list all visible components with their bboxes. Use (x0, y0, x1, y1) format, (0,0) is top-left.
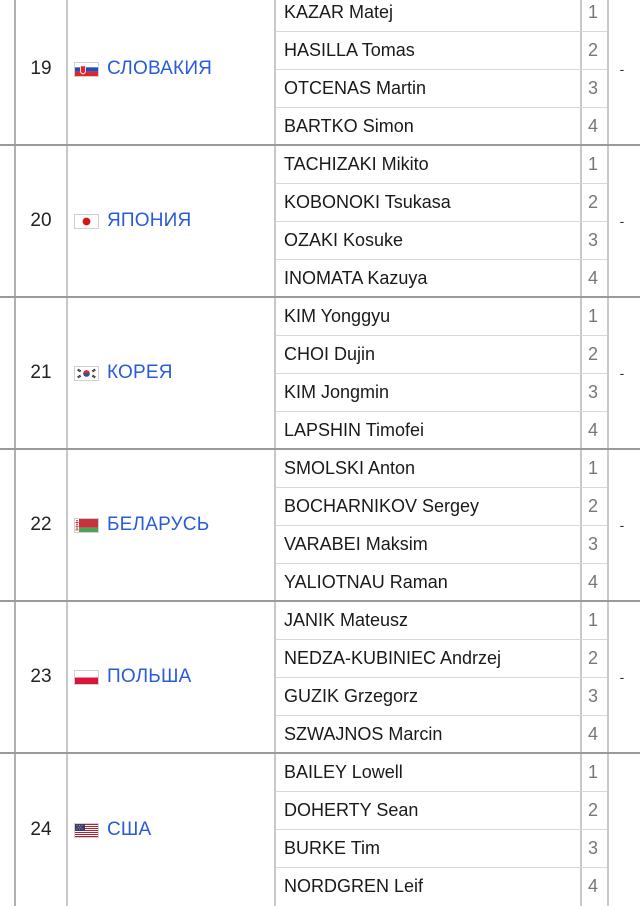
athlete-row (276, 146, 607, 184)
country-name[interactable]: ПОЛЬША (107, 666, 192, 687)
athlete-row (276, 336, 607, 374)
country-link[interactable] (74, 754, 151, 906)
athlete-order: 4 (587, 116, 598, 136)
athlete-order: 3 (587, 686, 598, 706)
country-link[interactable] (74, 298, 173, 448)
athlete-order: 3 (587, 382, 598, 402)
athlete-name: NEDZA-KUBINIEC Andrzej (284, 648, 502, 668)
athlete-order: 2 (587, 40, 598, 60)
athlete-row (276, 32, 607, 70)
athlete-order: 4 (587, 724, 598, 744)
poland-flag-icon (74, 670, 99, 685)
athlete-name: VARABEI Maksim (284, 534, 428, 554)
column-divider (607, 754, 609, 906)
athlete-name: JANIK Mateusz (284, 610, 409, 630)
team-group (0, 450, 640, 602)
japan-flag-icon (74, 214, 99, 229)
column-divider (607, 602, 609, 752)
athlete-order: 3 (587, 534, 598, 554)
team-group (0, 602, 640, 754)
athlete-order: 3 (587, 230, 598, 250)
country-link[interactable] (74, 0, 212, 144)
team-result: - (619, 365, 625, 381)
team-result: - (619, 61, 625, 77)
country-link[interactable] (74, 146, 191, 296)
column-divider (607, 0, 609, 144)
athlete-row (276, 450, 607, 488)
country-name[interactable]: КОРЕЯ (107, 362, 173, 383)
athlete-order: 2 (587, 800, 598, 820)
athlete-name: BURKE Tim (284, 838, 381, 858)
team-group (0, 146, 640, 298)
athlete-order: 4 (587, 572, 598, 592)
team-result: - (619, 213, 625, 229)
athlete-row (276, 868, 607, 906)
athlete-row (276, 70, 607, 108)
athlete-row (276, 678, 607, 716)
athlete-order: 1 (587, 2, 598, 22)
athlete-row (276, 754, 607, 792)
team-rank: 23 (30, 666, 52, 687)
team-rank: 22 (30, 514, 52, 535)
athlete-name: TACHIZAKI Mikito (284, 154, 429, 174)
team-result: - (619, 517, 625, 533)
athlete-name: KIM Yonggyu (284, 306, 391, 326)
athlete-name: GUZIK Grzegorz (284, 686, 419, 706)
team-rank: 20 (30, 210, 52, 231)
athlete-order: 2 (587, 192, 598, 212)
column-divider (66, 450, 68, 600)
column-divider (607, 298, 609, 448)
country-name[interactable]: БЕЛАРУСЬ (107, 514, 210, 535)
athlete-order: 2 (587, 648, 598, 668)
column-divider (607, 450, 609, 600)
athlete-name: SMOLSKI Anton (284, 458, 416, 478)
athlete-order: 3 (587, 838, 598, 858)
athlete-name: BAILEY Lowell (284, 762, 403, 782)
athlete-name: SZWAJNOS Marcin (284, 724, 443, 744)
athlete-name: BOCHARNIKOV Sergey (284, 496, 480, 516)
korea-flag-icon (74, 366, 99, 381)
athlete-name: BARTKO Simon (284, 116, 414, 136)
team-result: - (619, 669, 625, 685)
athlete-row (276, 716, 607, 754)
athlete-row (276, 374, 607, 412)
athlete-row (276, 184, 607, 222)
team-group (0, 298, 640, 450)
column-divider (66, 298, 68, 448)
athlete-name: HASILLA Tomas (284, 40, 415, 60)
athlete-name: KOBONOKI Tsukasa (284, 192, 451, 212)
athlete-row (276, 526, 607, 564)
column-divider (66, 754, 68, 906)
usa-flag-icon (74, 823, 99, 838)
column-divider (607, 146, 609, 296)
athlete-name: LAPSHIN Timofei (284, 420, 425, 440)
athlete-order: 4 (587, 420, 598, 440)
slovakia-flag-icon (74, 62, 99, 77)
athlete-name: INOMATA Kazuya (284, 268, 428, 288)
athlete-order: 1 (587, 458, 598, 478)
athlete-row (276, 222, 607, 260)
athlete-order: 1 (587, 154, 598, 174)
athlete-name: OZAKI Kosuke (284, 230, 404, 250)
column-divider (66, 602, 68, 752)
athlete-row (276, 564, 607, 602)
athlete-row (276, 830, 607, 868)
team-rank: 19 (30, 58, 52, 79)
athlete-order: 1 (587, 610, 598, 630)
team-rank: 24 (30, 819, 52, 840)
athlete-order: 4 (587, 268, 598, 288)
team-rank: 21 (30, 362, 52, 383)
team-group (0, 754, 640, 906)
athlete-order: 3 (587, 78, 598, 98)
athlete-order: 1 (587, 306, 598, 326)
athlete-order: 2 (587, 496, 598, 516)
team-result (610, 754, 634, 906)
country-name[interactable]: СЛОВАКИЯ (107, 58, 213, 79)
athlete-name: DOHERTY Sean (284, 800, 419, 820)
athlete-order: 2 (587, 344, 598, 364)
athlete-row (276, 792, 607, 830)
country-name[interactable]: США (107, 819, 152, 840)
athlete-name: OTCENAS Martin (284, 78, 427, 98)
athlete-order: 4 (587, 876, 598, 896)
athlete-row (276, 108, 607, 146)
athlete-row (276, 260, 607, 298)
athlete-row (276, 602, 607, 640)
athlete-row (276, 0, 607, 32)
athlete-name: KAZAR Matej (284, 2, 394, 22)
athlete-row (276, 412, 607, 450)
column-divider (66, 0, 68, 144)
athlete-name: NORDGREN Leif (284, 876, 424, 896)
athlete-name: KIM Jongmin (284, 382, 390, 402)
athlete-row (276, 488, 607, 526)
country-link[interactable] (74, 450, 209, 600)
country-link[interactable] (74, 602, 191, 752)
athlete-row (276, 298, 607, 336)
country-name[interactable]: ЯПОНИЯ (107, 210, 192, 231)
belarus-flag-icon (74, 518, 99, 533)
athlete-name: YALIOTNAU Raman (284, 572, 448, 592)
athlete-row (276, 640, 607, 678)
column-divider (66, 146, 68, 296)
athlete-order: 1 (587, 762, 598, 782)
athlete-name: CHOI Dujin (284, 344, 376, 364)
team-group (0, 0, 640, 146)
